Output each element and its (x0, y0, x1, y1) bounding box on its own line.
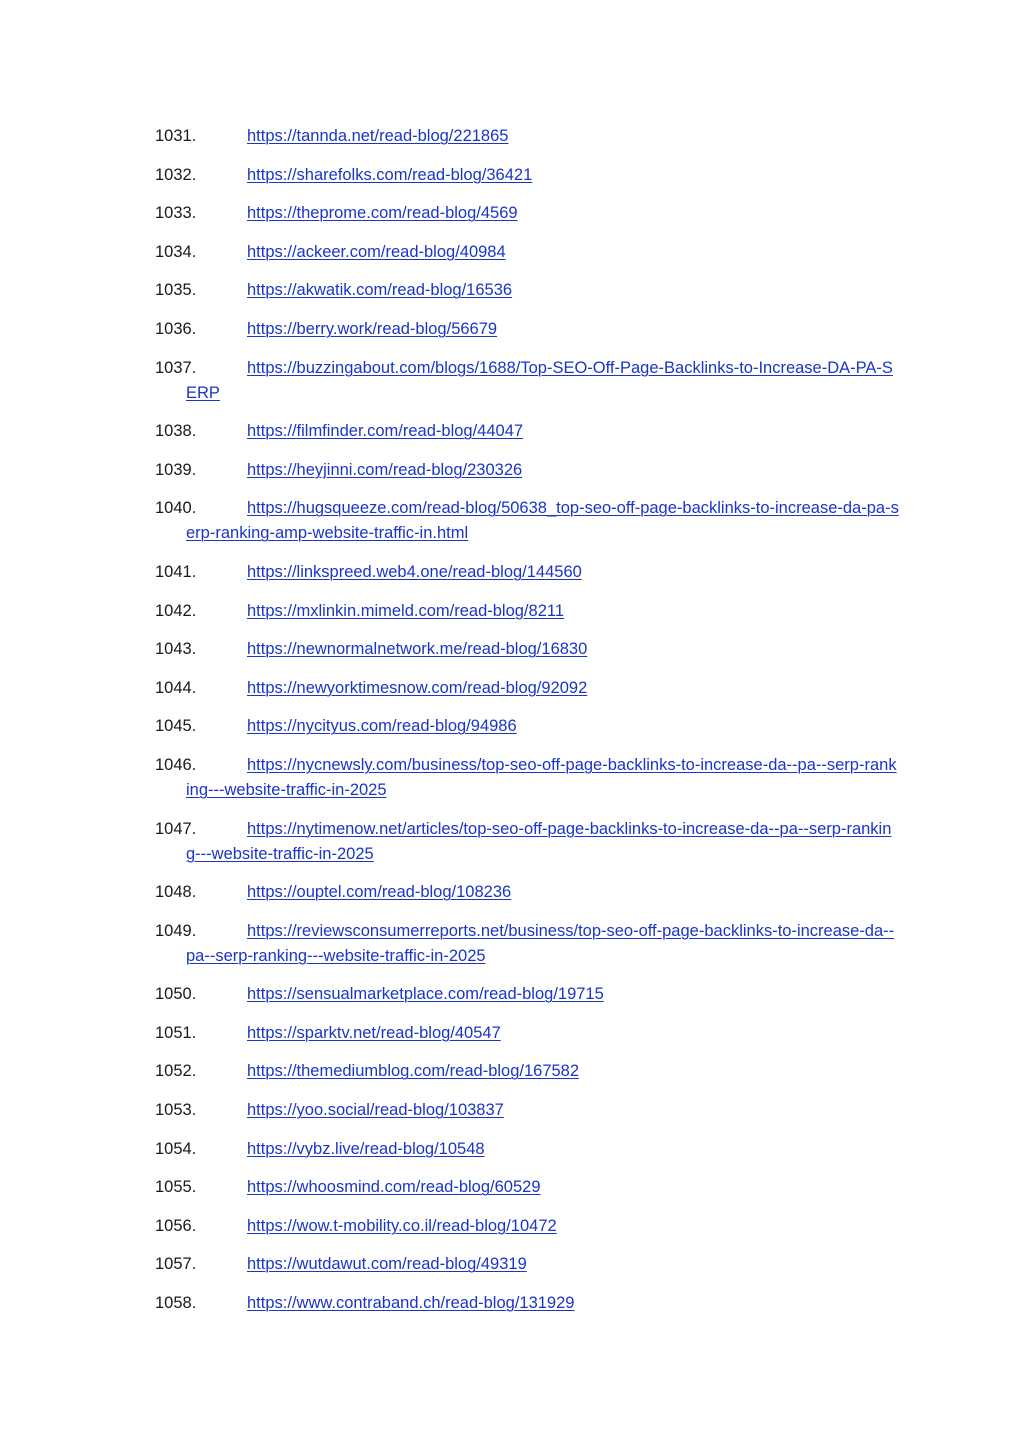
list-item (155, 419, 900, 444)
list-item (155, 496, 900, 546)
list-item (155, 599, 900, 624)
item-number: 1037. (155, 358, 197, 377)
item-number: 1056. (155, 1216, 197, 1235)
item-number: 1045. (155, 717, 197, 736)
item-number: 1035. (155, 281, 197, 300)
item-number: 1041. (155, 562, 197, 581)
list-item (155, 240, 900, 265)
item-link[interactable]: https://berry.work/read-blog/56679 (247, 319, 498, 338)
item-link[interactable]: https://nycityus.com/read-blog/94986 (247, 717, 517, 736)
list-item (155, 982, 900, 1007)
item-link[interactable]: https://filmfinder.com/read-blog/44047 (247, 422, 524, 441)
list-item (155, 1137, 900, 1162)
list-item (155, 1098, 900, 1123)
item-number: 1034. (155, 242, 197, 261)
list-item (155, 1059, 900, 1084)
item-link[interactable]: https://vybz.live/read-blog/10548 (247, 1139, 485, 1158)
list-item (155, 637, 900, 662)
list-item (155, 1175, 900, 1200)
item-link[interactable]: https://buzzingabout.com/blogs/1688/Top-SEO-Off-Page-Backlinks-to-Increase-DA-PA-SERP (186, 358, 893, 402)
item-link[interactable]: https://linkspreed.web4.one/read-blog/144560 (247, 562, 582, 581)
list-item (155, 201, 900, 226)
item-link[interactable]: https://sensualmarketplace.com/read-blog/19715 (247, 985, 604, 1004)
list-item (155, 1252, 900, 1277)
list-item (155, 919, 900, 969)
item-number: 1033. (155, 204, 197, 223)
item-number: 1051. (155, 1023, 197, 1042)
item-number: 1042. (155, 601, 197, 620)
item-link[interactable]: https://nytimenow.net/articles/top-seo-off-page-backlinks-to-increase-da--pa--serp-ranking---website-traffic-in-2025 (186, 819, 892, 863)
item-link[interactable]: https://tannda.net/read-blog/221865 (247, 127, 509, 145)
item-number: 1038. (155, 422, 197, 441)
list-item (155, 676, 900, 701)
item-link[interactable]: https://yoo.social/read-blog/103837 (247, 1101, 504, 1120)
item-number: 1031. (155, 127, 197, 145)
item-number: 1052. (155, 1062, 197, 1081)
item-link[interactable]: https://newnormalnetwork.me/read-blog/16830 (247, 640, 588, 659)
item-link[interactable]: https://mxlinkin.mimeld.com/read-blog/8211 (247, 601, 564, 620)
list-item (155, 1214, 900, 1239)
list-item (155, 753, 900, 803)
item-number: 1039. (155, 460, 197, 479)
item-link[interactable]: https://sparktv.net/read-blog/40547 (247, 1023, 501, 1042)
list-item (155, 356, 900, 406)
list-item (155, 317, 900, 342)
link-list (155, 124, 900, 1330)
item-number: 1040. (155, 499, 197, 518)
item-number: 1043. (155, 640, 197, 659)
item-number: 1036. (155, 319, 197, 338)
item-link[interactable]: https://nycnewsly.com/business/top-seo-off-page-backlinks-to-increase-da--pa--serp-ranking---website-traffic-in-2025 (186, 755, 897, 799)
list-item (155, 1021, 900, 1046)
item-link[interactable]: https://whoosmind.com/read-blog/60529 (247, 1178, 541, 1197)
item-number: 1032. (155, 165, 197, 184)
item-number: 1055. (155, 1178, 197, 1197)
item-link[interactable]: https://www.contraband.ch/read-blog/131929 (247, 1294, 575, 1313)
item-link[interactable]: https://wutdawut.com/read-blog/49319 (247, 1255, 527, 1274)
item-number: 1053. (155, 1101, 197, 1120)
item-number: 1048. (155, 883, 197, 902)
list-item (155, 817, 900, 867)
item-link[interactable]: https://reviewsconsumerreports.net/business/top-seo-off-page-backlinks-to-increase-da--pa--serp-ranking---website-traffic-in-2025 (186, 921, 895, 965)
item-number: 1057. (155, 1255, 197, 1274)
item-number: 1049. (155, 921, 197, 940)
item-number: 1058. (155, 1294, 197, 1313)
item-link[interactable]: https://heyjinni.com/read-blog/230326 (247, 460, 523, 479)
item-link[interactable]: https://newyorktimesnow.com/read-blog/92092 (247, 678, 588, 697)
list-item (155, 163, 900, 188)
item-link[interactable]: https://sharefolks.com/read-blog/36421 (247, 165, 533, 184)
list-item (155, 560, 900, 585)
item-number: 1047. (155, 819, 197, 838)
item-number: 1054. (155, 1139, 197, 1158)
item-number: 1050. (155, 985, 197, 1004)
item-link[interactable]: https://hugsqueeze.com/read-blog/50638_top-seo-off-page-backlinks-to-increase-da-pa-serp-ranking-amp-website-traffic-in.html (186, 499, 899, 543)
item-number: 1046. (155, 755, 197, 774)
item-link[interactable]: https://wow.t-mobility.co.il/read-blog/10472 (247, 1216, 557, 1235)
item-link[interactable]: https://theprome.com/read-blog/4569 (247, 204, 518, 223)
list-item (155, 1291, 900, 1316)
list-item (155, 278, 900, 303)
list-item (155, 458, 900, 483)
item-link[interactable]: https://themediumblog.com/read-blog/167582 (247, 1062, 580, 1081)
item-link[interactable]: https://akwatik.com/read-blog/16536 (247, 281, 513, 300)
item-number: 1044. (155, 678, 197, 697)
list-item (155, 714, 900, 739)
list-item (155, 880, 900, 905)
item-link[interactable]: https://ouptel.com/read-blog/108236 (247, 883, 512, 902)
list-item (155, 124, 900, 149)
item-link[interactable]: https://ackeer.com/read-blog/40984 (247, 242, 506, 261)
